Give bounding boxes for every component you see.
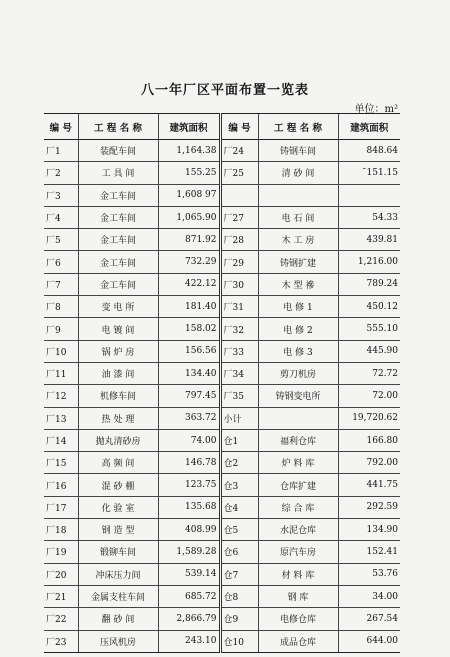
code-cell: 厂24	[220, 140, 258, 162]
code-cell: 厂29	[220, 251, 258, 273]
area-cell: 685.72	[158, 585, 220, 607]
area-cell: 555.10	[338, 318, 400, 340]
name-cell: 抛丸清砂房	[78, 429, 158, 451]
name-cell: 机修车间	[78, 385, 158, 407]
name-cell: 金工车间	[78, 273, 158, 295]
area-cell: 74.00	[158, 429, 220, 451]
code-cell: 仓10	[220, 630, 258, 652]
code-cell: 厂25	[220, 162, 258, 184]
code-cell: 厂32	[220, 318, 258, 340]
area-cell: 166.80	[338, 429, 400, 451]
code-cell: 厂7	[44, 273, 78, 295]
table-row	[44, 206, 400, 228]
area-cell: 155.25	[158, 162, 220, 184]
area-cell: 146.78	[158, 452, 220, 474]
area-cell: 848.64	[338, 140, 400, 162]
code-cell: 厂21	[44, 585, 78, 607]
unit-label: 单位：m²	[354, 104, 398, 115]
code-cell: 仓7	[220, 563, 258, 585]
name-cell: 工 具 间	[78, 162, 158, 184]
name-cell: 清 砂 间	[258, 162, 338, 184]
code-cell: 仓8	[220, 585, 258, 607]
name-cell: 变 电 所	[78, 296, 158, 318]
table-row	[44, 630, 400, 652]
area-cell: 152.41	[338, 541, 400, 563]
area-cell: 158.02	[158, 318, 220, 340]
table-row	[44, 340, 400, 362]
area-cell: 363.72	[158, 407, 220, 429]
area-cell: 422.12	[158, 273, 220, 295]
name-cell: 原汽车房	[258, 541, 338, 563]
area-cell: 797.45	[158, 385, 220, 407]
area-cell: 1,065.90	[158, 206, 220, 228]
code-cell: 仓5	[220, 519, 258, 541]
area-cell: 292.59	[338, 496, 400, 518]
name-cell: 油 漆 间	[78, 362, 158, 384]
name-cell: 冲床压力间	[78, 563, 158, 585]
name-cell: 高 频 间	[78, 452, 158, 474]
name-cell: 金工车间	[78, 229, 158, 251]
table-row	[44, 608, 400, 630]
area-cell: 1,164.38	[158, 140, 220, 162]
name-cell: 钢 库	[258, 585, 338, 607]
name-cell: 铸钢车间	[258, 140, 338, 162]
area-cell: 34.00	[338, 585, 400, 607]
name-cell: 金工车间	[78, 184, 158, 206]
code-cell: 厂33	[220, 340, 258, 362]
table-row	[44, 296, 400, 318]
name-cell: 剪刀机房	[258, 362, 338, 384]
area-cell: 134.40	[158, 362, 220, 384]
name-cell: 钢 造 型	[78, 519, 158, 541]
code-cell: 厂31	[220, 296, 258, 318]
name-cell: 电 镀 间	[78, 318, 158, 340]
area-cell: 539.14	[158, 563, 220, 585]
area-cell	[338, 184, 400, 206]
code-cell: 仓4	[220, 496, 258, 518]
code-cell: 仓1	[220, 429, 258, 451]
name-cell: 翻 砂 间	[78, 608, 158, 630]
area-cell: 72.72	[338, 362, 400, 384]
code-cell: 厂35	[220, 385, 258, 407]
table-row	[44, 585, 400, 607]
code-cell: 厂16	[44, 474, 78, 496]
name-cell	[258, 407, 338, 429]
area-cell: 156.56	[158, 340, 220, 362]
table-row	[44, 452, 400, 474]
name-cell: 金工车间	[78, 251, 158, 273]
header-code-right: 编 号	[220, 114, 258, 140]
name-cell: 装配车间	[78, 140, 158, 162]
name-cell: 福利仓库	[258, 429, 338, 451]
header-row	[44, 114, 400, 140]
table-row	[44, 563, 400, 585]
header-name-right: 工 程 名 称	[258, 114, 338, 140]
name-cell: 成品仓库	[258, 630, 338, 652]
table-row	[44, 251, 400, 273]
name-cell: 电 修 2	[258, 318, 338, 340]
name-cell: 炉 料 库	[258, 452, 338, 474]
table-row	[44, 229, 400, 251]
code-cell: 厂14	[44, 429, 78, 451]
area-cell: 134.90	[338, 519, 400, 541]
area-cell: 72.00	[338, 385, 400, 407]
code-cell	[220, 184, 258, 206]
name-cell	[258, 184, 338, 206]
table-row	[44, 362, 400, 384]
area-cell: 243.10	[158, 630, 220, 652]
code-cell: 厂15	[44, 452, 78, 474]
name-cell: 木 工 房	[258, 229, 338, 251]
code-cell: 厂19	[44, 541, 78, 563]
name-cell: 电修仓库	[258, 608, 338, 630]
table-row	[44, 140, 400, 162]
table-row	[44, 385, 400, 407]
name-cell: 热 处 理	[78, 407, 158, 429]
code-cell: 厂17	[44, 496, 78, 518]
area-cell: 792.00	[338, 452, 400, 474]
table-row	[44, 407, 400, 429]
code-cell: 仓3	[220, 474, 258, 496]
name-cell: 锻铆车间	[78, 541, 158, 563]
table-row	[44, 273, 400, 295]
code-cell: 厂34	[220, 362, 258, 384]
name-cell: 金属支柱车间	[78, 585, 158, 607]
area-cell: 408.99	[158, 519, 220, 541]
area-cell: 54.33	[338, 206, 400, 228]
area-cell: 450.12	[338, 296, 400, 318]
name-cell: 仓库扩建	[258, 474, 338, 496]
code-cell: 厂3	[44, 184, 78, 206]
area-cell: 871.92	[158, 229, 220, 251]
area-cell: 732.29	[158, 251, 220, 273]
area-cell: 135.68	[158, 496, 220, 518]
code-cell: 小计	[220, 407, 258, 429]
header-code-left: 编 号	[44, 114, 78, 140]
name-cell: 电 石 间	[258, 206, 338, 228]
area-cell: 445.90	[338, 340, 400, 362]
table-body	[44, 140, 400, 653]
area-cell: 181.40	[158, 296, 220, 318]
code-cell: 厂2	[44, 162, 78, 184]
code-cell: 厂1	[44, 140, 78, 162]
code-cell: 厂27	[220, 206, 258, 228]
code-cell: 厂11	[44, 362, 78, 384]
name-cell: 压风机房	[78, 630, 158, 652]
area-cell: 1,608 97	[158, 184, 220, 206]
code-cell: 厂23	[44, 630, 78, 652]
area-cell: 789.24	[338, 273, 400, 295]
code-cell: 仓2	[220, 452, 258, 474]
table-title: 八一年厂区平面布置一览表	[140, 83, 309, 98]
code-cell: 厂12	[44, 385, 78, 407]
table-row	[44, 541, 400, 563]
area-cell: 439.81	[338, 229, 400, 251]
name-cell: 铸钢变电所	[258, 385, 338, 407]
code-cell: 厂5	[44, 229, 78, 251]
code-cell: 厂13	[44, 407, 78, 429]
code-cell: 厂9	[44, 318, 78, 340]
code-cell: 厂4	[44, 206, 78, 228]
area-cell: 19,720.62	[338, 407, 400, 429]
name-cell: 电 修 3	[258, 340, 338, 362]
name-cell: 混 砂 棚	[78, 474, 158, 496]
code-cell: 厂8	[44, 296, 78, 318]
area-cell: 123.75	[158, 474, 220, 496]
table-row	[44, 162, 400, 184]
area-cell: ˉ151.15	[338, 162, 400, 184]
code-cell: 厂10	[44, 340, 78, 362]
header-area-left: 建筑面积	[158, 114, 220, 140]
name-cell: 锅 炉 房	[78, 340, 158, 362]
area-cell: 53.76	[338, 563, 400, 585]
table-row	[44, 184, 400, 206]
code-cell: 仓9	[220, 608, 258, 630]
area-cell: 267.54	[338, 608, 400, 630]
name-cell: 材 料 库	[258, 563, 338, 585]
table-row	[44, 429, 400, 451]
code-cell: 厂28	[220, 229, 258, 251]
area-cell: 441.75	[338, 474, 400, 496]
table-row	[44, 474, 400, 496]
layout-table	[44, 113, 400, 653]
name-cell: 化 验 室	[78, 496, 158, 518]
area-cell: 2,866.79	[158, 608, 220, 630]
code-cell: 厂20	[44, 563, 78, 585]
area-cell: 1,216.00	[338, 251, 400, 273]
area-cell: 644.00	[338, 630, 400, 652]
code-cell: 厂22	[44, 608, 78, 630]
header-name-left: 工 程 名 称	[78, 114, 158, 140]
code-cell: 厂30	[220, 273, 258, 295]
table-row	[44, 519, 400, 541]
table-row	[44, 318, 400, 340]
name-cell: 木 型 襂	[258, 273, 338, 295]
name-cell: 水泥仓库	[258, 519, 338, 541]
name-cell: 铸钢扩建	[258, 251, 338, 273]
header-area-right: 建筑面积	[338, 114, 400, 140]
area-cell: 1,589.28	[158, 541, 220, 563]
code-cell: 仓6	[220, 541, 258, 563]
table-row	[44, 496, 400, 518]
code-cell: 厂18	[44, 519, 78, 541]
name-cell: 综 合 库	[258, 496, 338, 518]
name-cell: 电 修 1	[258, 296, 338, 318]
name-cell: 金工车间	[78, 206, 158, 228]
code-cell: 厂6	[44, 251, 78, 273]
